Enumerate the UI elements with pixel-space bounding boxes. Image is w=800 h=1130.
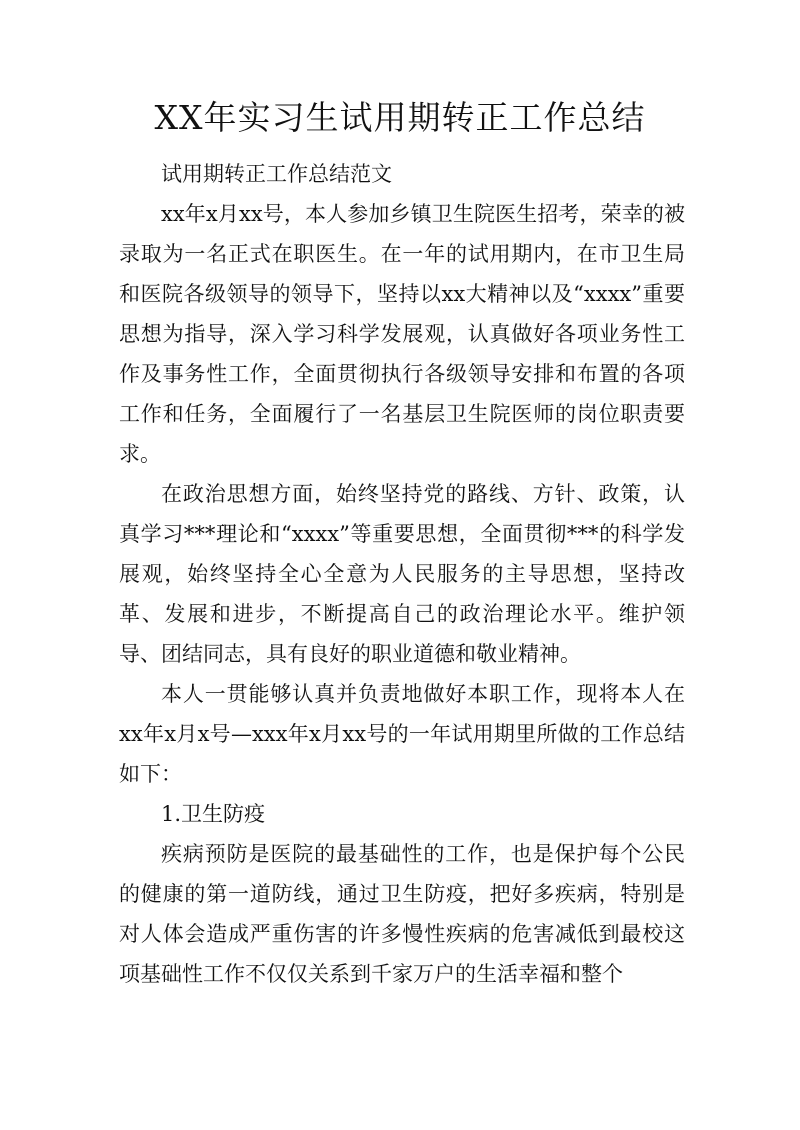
intro-paragraph: xx年x月xx号，本人参加乡镇卫生院医生招考，荣幸的被录取为一名正式在职医生。在一年的试用期内，在市卫生局和医院各级领导的领导下，坚持以xx大精神以及“xxxx”重要思想为指导，深入学习科学发展观，认真做好各项业务性工作及事务性工作，全面贯彻执行各级领导安排和布置的各项工作和任务，全面履行了一名基层卫生院医师的岗位职责要求。: [119, 202, 685, 466]
political-paragraph: 在政治思想方面，始终坚持党的路线、方针、政策，认真学习***理论和“xxxx”等重要思想，全面贯彻***的科学发展观，始终坚持全心全意为人民服务的主导思想，坚持改革、发展和进步，不断提高自己的政治理论水平。维护领导、团结同志，具有良好的职业道德和敬业精神。: [119, 482, 685, 666]
section-heading: 1.卫生防疫: [161, 802, 266, 826]
subtitle-paragraph: 试用期转正工作总结范文: [161, 162, 392, 186]
prevention-paragraph: 疾病预防是医院的最基础性的工作，也是保护每个公民的健康的第一道防线，通过卫生防疫，把好多疾病，特别是对人体会造成严重伤害的许多慢性疾病的危害减低到最校这项基础性工作不仅仅关系到千家万户的生活幸福和整个: [119, 842, 685, 986]
document-body: [119, 154, 685, 994]
document-title: XX年实习生试用期转正工作总结: [154, 98, 646, 137]
summary-intro-paragraph: 本人一贯能够认真并负责地做好本职工作，现将本人在xx年x月x号—xxx年x月xx号的一年试用期里所做的工作总结如下：: [119, 682, 685, 786]
